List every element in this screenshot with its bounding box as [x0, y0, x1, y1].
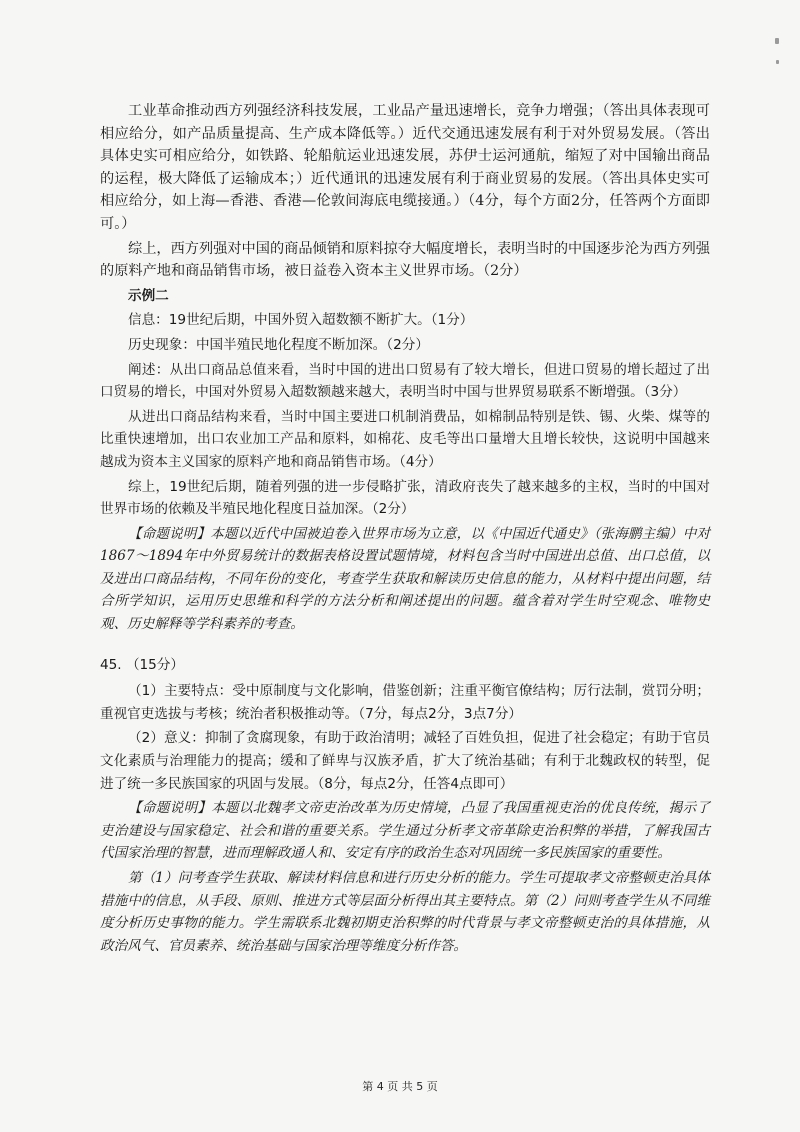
spacer: [100, 638, 710, 654]
paragraph-industrial-revolution: 工业革命推动西方列强经济科技发展，工业品产量迅速增长，竞争力增强；（答出具体表现可相应给分，如产品质量提高、生产成本降低等。）近代交通迅速发展有利于对外贸易发展。（答出具体史实可相应给分，如铁路、轮船航运业迅速发展，苏伊士运河通航，缩短了对中国输出商品的运程，极大降低了运输成本；）近代通讯的迅速发展有利于商业贸易的发展。（答出具体史实可相应给分，如上海—香港、香港—伦敦间海底电缆接通。）（4分，每个方面2分，任答两个方面即可。）: [100, 103, 710, 232]
page-number-footer: 第 4 页 共 5 页: [362, 1080, 438, 1093]
example-2-explain-1: 阐述：从出口商品总值来看，当时中国的进出口贸易有了较大增长，但进口贸易的增长超过了出口贸易的增长，中国对外贸易入超数额越来越大，表明当时中国与世界贸易联系不断增强。（3分）: [100, 361, 710, 401]
question-45-part-2: （2）意义：抑制了贪腐现象，有助于政治清明；减轻了百姓负担，促进了社会稳定；有助于官员文化素质与治理能力的提高；缓和了鲜卑与汉族矛盾，扩大了统治基础；有利于北魏政权的转型，促进了统一多民族国家的巩固与发展。（8分，每点2分，任答4点即可）: [100, 730, 710, 792]
scan-speck: [776, 60, 779, 64]
question-44-note: 【命题说明】本题以近代中国被迫卷入世界市场为立意，以《中国近代通史》（张海鹏主编）中对1867～1894年中外贸易统计的数据表格设置试题情境，材料包含当时中国进出总值、出口总值，以及进出口商品结构，不同年份的变化，考查学生获取和解读历史信息的能力，从材料中提出问题，结合所学知识，运用历史思维和科学的方法分析和阐述提出的问题。蕴含着对学生时空观念、唯物史观、历史解释等学科素养的考查。: [100, 525, 710, 633]
scan-speck: [775, 38, 779, 44]
question-45-number: 45. （15分）: [100, 656, 185, 673]
example-2-info: 信息：19世纪后期，中国外贸入超数额不断扩大。（1分）: [128, 312, 474, 329]
example-2-summary: 综上，19世纪后期，随着列强的进一步侵略扩张，清政府丧失了越来越多的主权，当时的中国对世界市场的依赖及半殖民地化程度日益加深。（2分）: [100, 478, 710, 518]
paragraph-summary-1: 综上，西方列强对中国的商品倾销和原料掠夺大幅度增长，表明当时的中国逐步沦为西方列强的原料产地和商品销售市场，被日益卷入资本主义世界市场。（2分）: [100, 240, 710, 280]
example-2-title: 示例二: [128, 287, 169, 304]
question-45-note: 【命题说明】本题以北魏孝文帝吏治改革为历史情境，凸显了我国重视吏治的优良传统，揭示了吏治建设与国家稳定、社会和谐的重要关系。学生通过分析孝文帝革除吏治积弊的举措，了解我国古代国家治理的智慧，进而理解政通人和、安定有序的政治生态对巩固统一多民族国家的重要性。: [100, 800, 710, 862]
example-2-explain-2: 从进出口商品结构来看，当时中国主要进口机制消费品，如棉制品特别是铁、锡、火柴、煤等的比重快速增加，出口农业加工产品和原料，如棉花、皮毛等出口量增大且增长较快，这说明中国越来越成为资本主义国家的原料产地和商品销售市场。（4分）: [100, 408, 710, 470]
question-45-part-1: （1）主要特点：受中原制度与文化影响，借鉴创新；注重平衡官僚结构；厉行法制，赏罚分明；重视官吏选拔与考核；统治者积极推动等。（7分，每点2分，3点7分）: [100, 683, 710, 722]
question-45-note-detail: 第（1）问考查学生获取、解读材料信息和进行历史分析的能力。学生可提取孝文帝整顿吏治具体措施中的信息，从手段、原则、推进方式等层面分析得出其主要特点。第（2）问则考查学生从不同维度分析历史事物的能力。学生需联系北魏初期吏治积弊的时代背景与孝文帝整顿吏治的具体措施，从政治风气、官员素养、统治基础与国家治理等维度分析作答。: [100, 870, 710, 954]
answer-content: [100, 100, 710, 959]
example-2-phenomenon: 历史现象：中国半殖民地化程度不断加深。（2分）: [128, 336, 429, 353]
